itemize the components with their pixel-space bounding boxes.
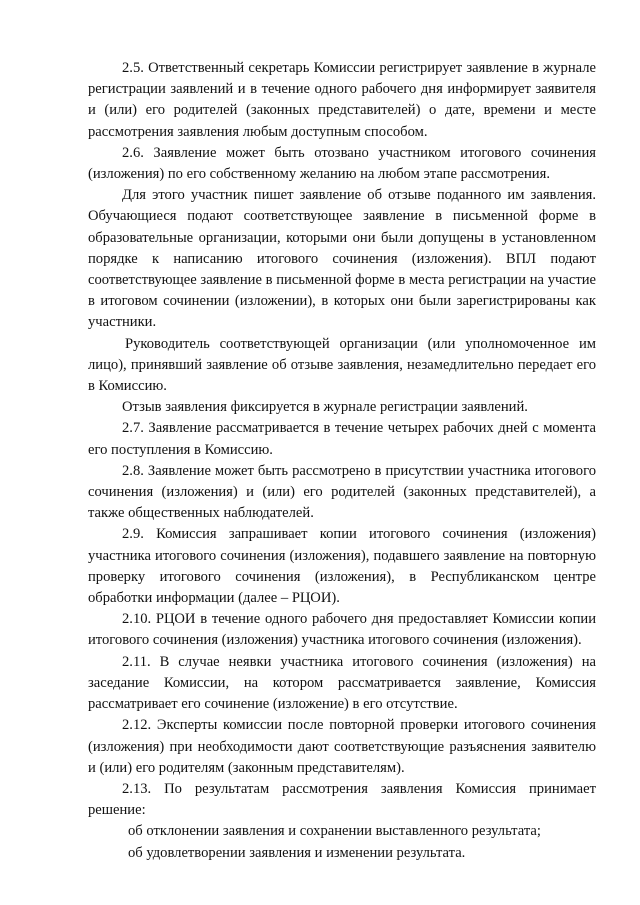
paragraph-2-6: 2.6. Заявление может быть отозвано участником итогового сочинения (изложения) по его собственному желанию на любом этапе рассмотрения. [88, 144, 596, 183]
paragraph-2-12: 2.12. Эксперты комиссии после повторной проверки итогового сочинения (изложения) при необходимости дают соответствующие разъяснения заявителю и (или) его родителям (законным представителям). [88, 717, 596, 776]
paragraph-2-5: 2.5. Ответственный секретарь Комиссии регистрирует заявление в журнале регистрации заявлений и в течение одного рабочего дня информирует заявителя и (или) его родителей (законных представителей) о дате, времени и месте рассмотрения заявления любым доступным способом. [88, 60, 596, 140]
paragraph-2-7: 2.7. Заявление рассматривается в течение четырех рабочих дней с момента его поступления в Комиссию. [88, 420, 596, 458]
decision-option-accept: об удовлетворении заявления и изменении результата. [128, 844, 466, 861]
paragraph-head-of-organization: Руководитель соответствующей организации (или уполномоченное им лицо), принявший заявление об отзыве заявления, незамедлительно передает его в Комиссию. [88, 335, 596, 395]
paragraph-withdrawal-recorded: Отзыв заявления фиксируется в журнале регистрации заявлений. [122, 399, 528, 416]
paragraph-withdrawal-procedure: Для этого участник пишет заявление об отзыве поданного им заявления. Обучающиеся подают соответствующее заявление в письменной форме в образовательные организации, которыми они были допущены в установленном порядке к написанию итогового сочинения (изложения). ВПЛ подают соответствующее заявление в письменной форме в места регистрации на участие в итоговом сочинении (изложении), в которых они были зарегистрированы как участники. [88, 187, 596, 331]
paragraph-2-10: 2.10. РЦОИ в течение одного рабочего дня предоставляет Комиссии копии итогового сочинения (изложения) участника итогового сочинения (изложения). [88, 611, 596, 649]
document-body [88, 58, 596, 864]
paragraph-2-9: 2.9. Комиссия запрашивает копии итогового сочинения (изложения) участника итогового сочинения (изложения), подавшего заявление на повторную проверку итогового сочинения (изложения), в Республиканском центре обработки информации (далее – РЦОИ). [88, 526, 596, 607]
paragraph-2-13: 2.13. По результатам рассмотрения заявления Комиссия принимает решение: [88, 780, 596, 819]
paragraph-2-11: 2.11. В случае неявки участника итогового сочинения (изложения) на заседание Комиссии, на котором рассматривается заявление, Комиссия рассматривает его сочинение (изложение) в его отсутствие. [88, 653, 596, 713]
decision-option-reject: об отклонении заявления и сохранении выставленного результата; [128, 823, 541, 840]
paragraph-2-8: 2.8. Заявление может быть рассмотрено в присутствии участника итогового сочинения (изложения) и (или) его родителей (законных представителей), а также общественных наблюдателей. [88, 462, 596, 522]
